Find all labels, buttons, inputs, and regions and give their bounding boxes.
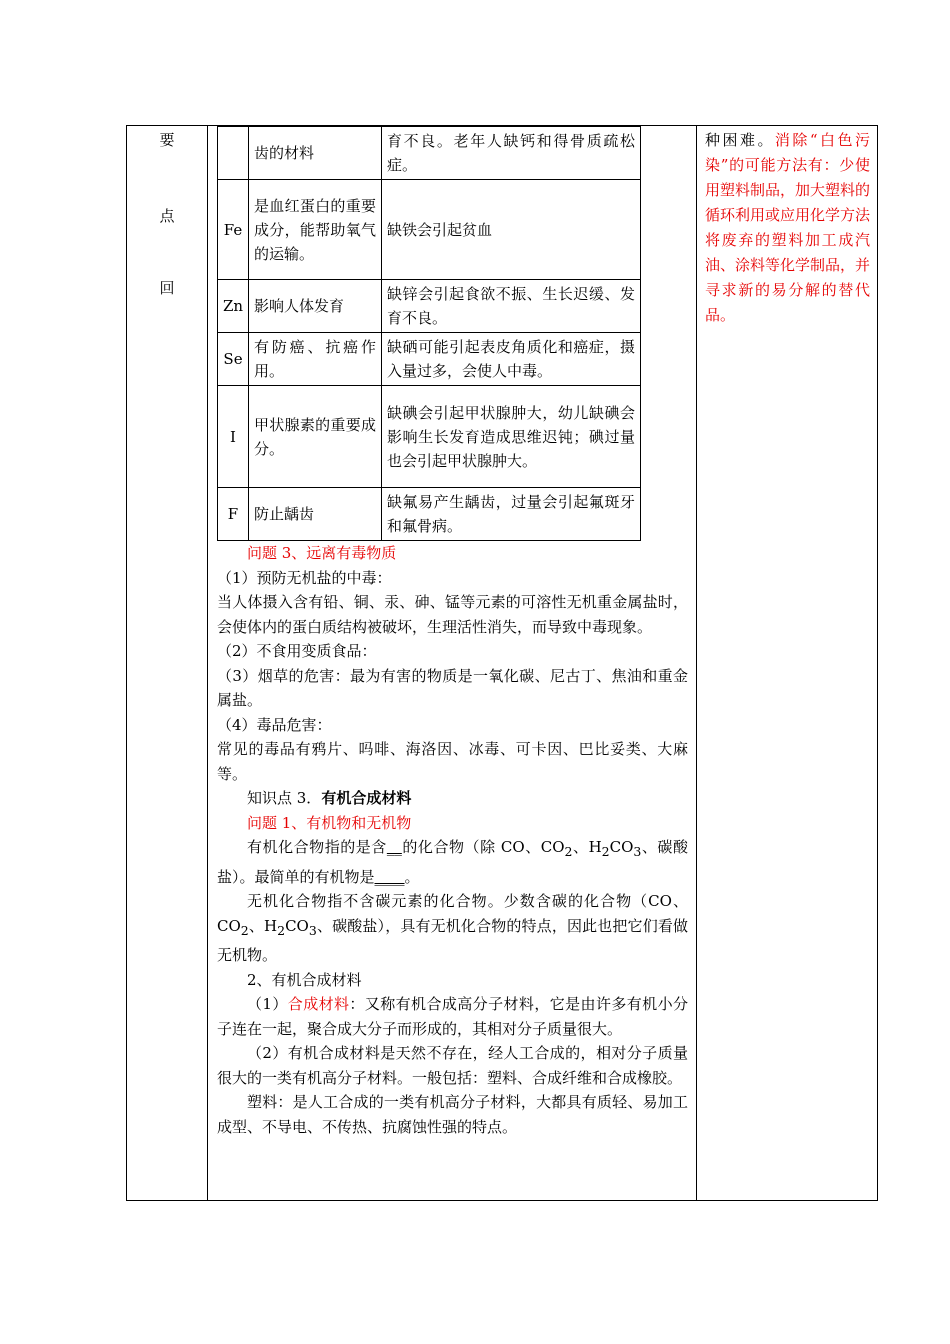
subscript: 2 bbox=[277, 922, 286, 938]
knowledge-point-prefix: 知识点 3． bbox=[247, 789, 322, 807]
paragraph: 当人体摄入含有铅、铜、汞、砷、锰等元素的可溶性无机重金属盐时，会使体内的蛋白质结构被破坏，生理活性消失，而导致中毒现象。 bbox=[217, 593, 688, 636]
main-content-cell bbox=[208, 126, 697, 1201]
section-heading: 2、有机合成材料 bbox=[247, 970, 362, 989]
element-symbol: Se bbox=[218, 333, 249, 386]
element-function: 甲状腺素的重要成分。 bbox=[249, 386, 382, 488]
note-highlight: 消除“白色污染”的可能方法有：少使用塑料制品，加大塑料的循环利用或应用化学方法将废弃的塑料加工成汽油、涂料等化学制品，并寻求新的易分解的替代品。 bbox=[705, 131, 871, 324]
subscript: 2 bbox=[564, 844, 573, 859]
element-effect: 缺氟易产生龋齿，过量会引起氟斑牙和氟骨病。 bbox=[382, 488, 641, 541]
subscript: 3 bbox=[308, 922, 317, 938]
text-run: 、H bbox=[572, 838, 602, 856]
element-function: 有防癌、抗癌作用。 bbox=[249, 333, 382, 386]
knowledge-point-3 bbox=[217, 786, 688, 811]
page-table bbox=[126, 125, 878, 1201]
label-char-2: 点 bbox=[159, 207, 175, 225]
element-effect: 缺铁会引起贫血 bbox=[382, 180, 641, 280]
element-function: 影响人体发育 bbox=[249, 280, 382, 333]
section-label-cell bbox=[127, 126, 208, 1201]
element-symbol: F bbox=[218, 488, 249, 541]
element-function: 防止龋齿 bbox=[249, 488, 382, 541]
paragraph: （2）不食用变质食品： bbox=[217, 642, 377, 660]
paragraph: （3）烟草的危害：最为有害的物质是一氧化碳、尼古丁、焦油和重金属盐。 bbox=[217, 666, 688, 709]
text-run: ：又称有机合成高分子材料，它是由许多有机小分子连在一起，聚合成大分子而形成的，其相对分子质量很大。 bbox=[217, 995, 688, 1038]
element-function: 齿的材料 bbox=[249, 127, 382, 180]
body-text bbox=[208, 541, 696, 1139]
element-symbol: Zn bbox=[218, 280, 249, 333]
text-run: CO bbox=[609, 838, 634, 856]
element-table bbox=[217, 126, 641, 541]
table-row bbox=[218, 180, 641, 280]
text-run: 、H bbox=[248, 916, 278, 935]
element-function: 是血红蛋白的重要成分，能帮助氧气的运输。 bbox=[249, 180, 382, 280]
side-note bbox=[697, 126, 877, 328]
subscript: 2 bbox=[240, 922, 249, 938]
element-symbol: I bbox=[218, 386, 249, 488]
element-effect: 缺锌会引起食欲不振、生长迟缓、发育不良。 bbox=[382, 280, 641, 333]
text-run: 。 bbox=[404, 867, 420, 886]
paragraph: 塑料：是人工合成的一类有机高分子材料，大都具有质轻、易加工成型、不导电、不传热、抗腐蚀性强的特点。 bbox=[217, 1093, 688, 1136]
table-row bbox=[218, 333, 641, 386]
text-run: 的化合物（除 CO、CO bbox=[401, 838, 565, 856]
element-effect: 缺碘会引起甲状腺肿大，幼儿缺碘会影响生长发育造成思维迟钝；碘过量也会引起甲状腺肿大。 bbox=[382, 386, 641, 488]
paragraph: 常见的毒品有鸦片、吗啡、海洛因、冰毒、可卡因、巴比妥类、大麻等。 bbox=[217, 740, 688, 783]
table-row bbox=[218, 127, 641, 180]
question-1-title: 问题 1、有机物和无机物 bbox=[247, 813, 412, 832]
label-char-3: 回 bbox=[159, 279, 175, 297]
text-run: 、碳酸盐）。最简单的有机物是 bbox=[217, 838, 688, 886]
knowledge-point-title: 有机合成材料 bbox=[321, 789, 412, 807]
paragraph: （2）有机合成材料是天然不存在，经人工合成的，相对分子质量很大的一类有机高分子材料。一般包括：塑料、合成纤维和合成橡胶。 bbox=[217, 1044, 688, 1087]
table-row bbox=[218, 386, 641, 488]
element-effect: 育不良。老年人缺钙和得骨质疏松症。 bbox=[382, 127, 641, 180]
section-label bbox=[127, 130, 207, 298]
note-text: 种困难。 bbox=[705, 131, 775, 149]
highlight-term: 合成材料 bbox=[287, 995, 350, 1013]
blank: ____ bbox=[374, 867, 405, 886]
paragraph-organic bbox=[217, 835, 688, 889]
text-run: 、碳酸盐），具有无机化合物的特点，因此也把它们看做无机物。 bbox=[217, 916, 688, 964]
text-run: 有机化合物指的是含 bbox=[247, 838, 387, 856]
table-row bbox=[218, 280, 641, 333]
table-row bbox=[218, 488, 641, 541]
subscript: 2 bbox=[601, 844, 610, 859]
blank: __ bbox=[386, 838, 402, 856]
label-char-1: 要 bbox=[159, 131, 175, 149]
text-run: （1） bbox=[247, 995, 288, 1013]
question-3-title: 问题 3、远离有毒物质 bbox=[247, 544, 397, 562]
element-symbol bbox=[218, 127, 249, 180]
element-effect: 缺硒可能引起表皮角质化和癌症，摄入量过多，会使人中毒。 bbox=[382, 333, 641, 386]
text-run: CO bbox=[285, 916, 309, 935]
text-run: 无机化合物指不含碳元素的化合物。少数含碳的化合物（CO、CO bbox=[217, 892, 688, 935]
paragraph: （1）预防无机盐的中毒： bbox=[217, 568, 392, 587]
element-symbol: Fe bbox=[218, 180, 249, 280]
paragraph-inorganic bbox=[217, 889, 688, 968]
subscript: 3 bbox=[633, 844, 642, 859]
paragraph: （4）毒品危害： bbox=[217, 715, 332, 734]
notes-cell bbox=[697, 126, 878, 1201]
paragraph-synthetic bbox=[217, 992, 688, 1041]
